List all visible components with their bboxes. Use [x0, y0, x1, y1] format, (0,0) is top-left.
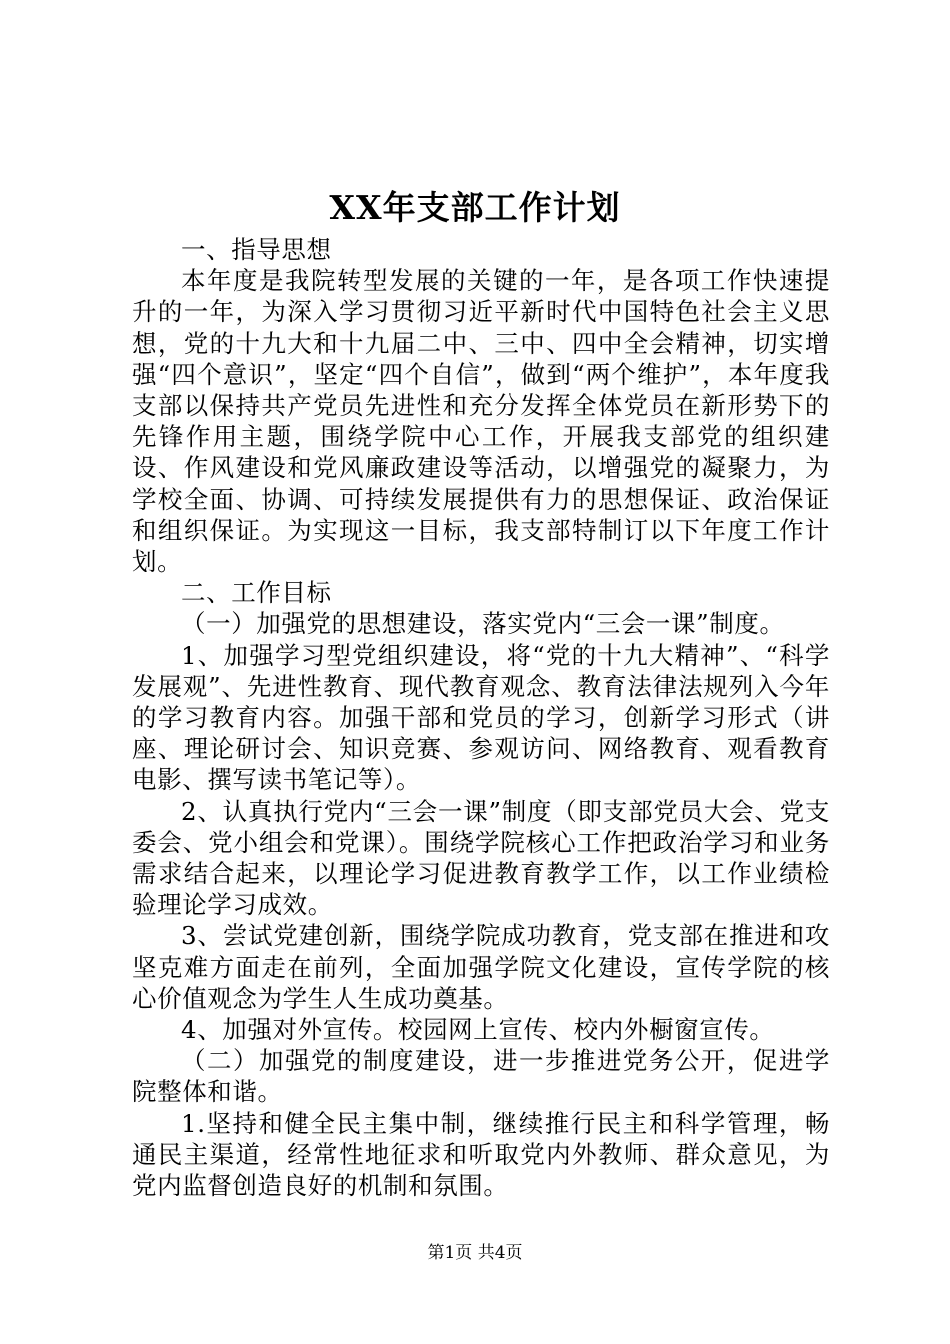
body-paragraph: 1、加强学习型党组织建设，将“党的十九大精神”、“科学发展观”、先进性教育、现代教育观念、教育法律法规列入今年的学习教育内容。加强干部和党员的学习，创新学习形式（讲座、理论研讨会、知识竞赛、参观访问、网络教育、观看教育电影、撰写读书笔记等）。	[132, 640, 830, 795]
body-paragraph: 1.坚持和健全民主集中制，继续推行民主和科学管理，畅通民主渠道，经常性地征求和听取党内外教师、群众意见，为党内监督创造良好的机制和氛围。	[132, 1108, 830, 1201]
section-heading-work-goals: 二、工作目标	[181, 578, 332, 608]
subsection-heading: （二）加强党的制度建设，进一步推进党务公开，促进学院整体和谐。	[132, 1046, 830, 1107]
page-number-footer: 第1页 共4页	[427, 1243, 523, 1263]
body-paragraph: 本年度是我院转型发展的关键的一年，是各项工作快速提升的一年，为深入学习贯彻习近平新时代中国特色社会主义思想，党的十九大和十九届二中、三中、四中全会精神，切实增强“四个意识”，坚定“四个自信”，做到“两个维护”，本年度我支部以保持共产党员先进性和充分发挥全体党员在新形势下的先锋作用主题，围绕学院中心工作，开展我支部党的组织建设、作风建设和党风廉政建设等活动，以增强党的凝聚力，为学校全面、协调、可持续发展提供有力的思想保证、政治保证和组织保证。为实现这一目标，我支部特制订以下年度工作计划。	[132, 266, 830, 577]
body-paragraph: 3、尝试党建创新，围绕学院成功教育，党支部在推进和攻坚克难方面走在前列，全面加强学院文化建设，宣传学院的核心价值观念为学生人生成功奠基。	[132, 921, 830, 1013]
document-title: XX年支部工作计划	[329, 188, 621, 227]
document-body	[132, 234, 830, 1201]
subsection-heading: （一）加强党的思想建设，落实党内“三会一课”制度。	[181, 609, 785, 639]
body-paragraph: 4、加强对外宣传。校园网上宣传、校内外橱窗宣传。	[181, 1015, 775, 1045]
body-paragraph: 2、认真执行党内“三会一课”制度（即支部党员大会、党支委会、党小组会和党课）。围绕学院核心工作把政治学习和业务需求结合起来，以理论学习促进教育教学工作，以工作业绩检验理论学习成效。	[132, 796, 830, 920]
section-heading-guiding-ideology: 一、指导思想	[181, 235, 332, 264]
